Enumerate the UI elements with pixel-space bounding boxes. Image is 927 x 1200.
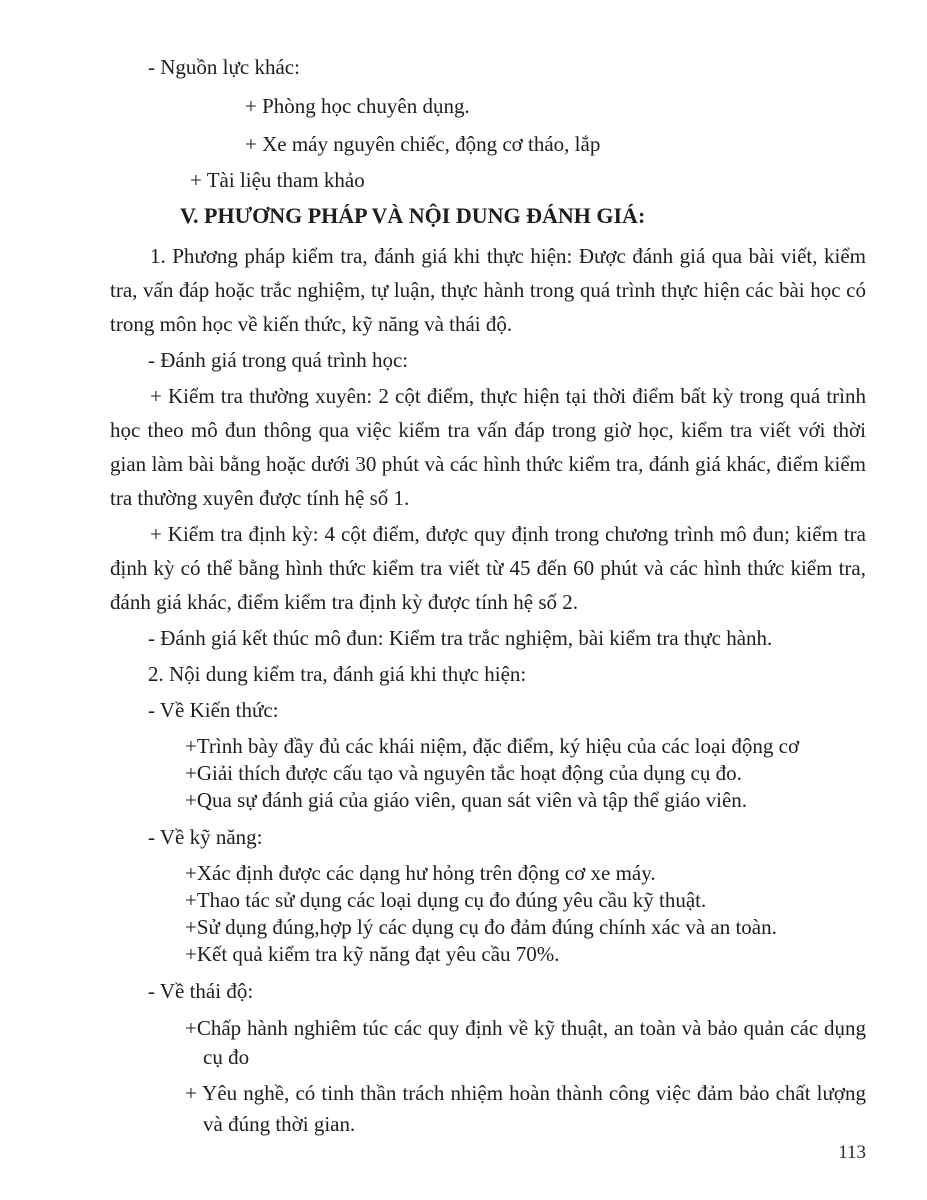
attitude-item: +Chấp hành nghiêm túc các quy định về kỹ thuật, an toàn và bảo quản các dụng cụ đo: [185, 1016, 866, 1069]
resource-item-motorbike: + Xe máy nguyên chiếc, động cơ tháo, lắp: [245, 132, 601, 156]
periodic-check-paragraph: + Kiểm tra định kỳ: 4 cột điểm, được quy định trong chương trình mô đun; kiểm tra định kỳ có thể bằng hình thức kiểm tra viết từ 45 đến 60 phút và các hình thức kiểm tra, đánh giá khác, điểm kiểm tra định kỳ được tính hệ số 2.: [110, 522, 866, 614]
resources-other-header: - Nguồn lực khác:: [148, 55, 300, 79]
attitude-item: + Yêu nghề, có tinh thần trách nhiệm hoàn thành công việc đảm bảo chất lượng và đúng thời gian.: [185, 1081, 866, 1136]
skills-item: +Thao tác sử dụng các loại dụng cụ đo đúng yêu cầu kỹ thuật.: [185, 888, 707, 912]
skills-item: +Kết quả kiểm tra kỹ năng đạt yêu cầu 70%.: [185, 942, 560, 966]
regular-check-paragraph: + Kiểm tra thường xuyên: 2 cột điểm, thực hiện tại thời điểm bất kỳ trong quá trình học theo mô đun thông qua việc kiểm tra vấn đáp trong giờ học, kiểm tra viết với thời gian làm bài bằng hoặc dưới 30 phút và các hình thức kiểm tra, đánh giá khác, điểm kiểm tra thường xuyên được tính hệ số 1.: [110, 384, 866, 510]
in-process-evaluation-header: - Đánh giá trong quá trình học:: [148, 348, 409, 372]
final-evaluation-line: - Đánh giá kết thúc mô đun: Kiểm tra trắc nghiệm, bài kiểm tra thực hành.: [148, 626, 773, 650]
resource-item-references: + Tài liệu tham khảo: [190, 168, 365, 192]
method-intro-paragraph: 1. Phương pháp kiểm tra, đánh giá khi thực hiện: Được đánh giá qua bài viết, kiểm tra, vấn đáp hoặc trắc nghiệm, tự luận, thực hành trong quá trình thực hiện các bài học có trong môn học về kiến thức, kỹ năng và thái độ.: [110, 244, 866, 336]
content-section-header: 2. Nội dung kiểm tra, đánh giá khi thực hiện:: [148, 662, 527, 686]
skills-item: +Sử dụng đúng,hợp lý các dụng cụ đo đảm đúng chính xác và an toàn.: [185, 915, 777, 939]
skills-item: +Xác định được các dạng hư hỏng trên động cơ xe máy.: [185, 861, 656, 885]
resource-item-classroom: + Phòng học chuyên dụng.: [245, 94, 470, 118]
knowledge-item: +Qua sự đánh giá của giáo viên, quan sát viên và tập thể giáo viên.: [185, 788, 748, 812]
attitude-header: - Về thái độ:: [148, 979, 254, 1003]
knowledge-item: +Trình bày đầy đủ các khái niệm, đặc điểm, ký hiệu của các loại động cơ: [185, 734, 800, 758]
section-v-heading: V. PHƯƠNG PHÁP VÀ NỘI DUNG ĐÁNH GIÁ:: [180, 203, 646, 228]
knowledge-item: +Giải thích được cấu tạo và nguyên tắc hoạt động của dụng cụ đo.: [185, 761, 742, 785]
page-number: 113: [838, 1142, 866, 1163]
knowledge-header: - Về Kiến thức:: [148, 698, 279, 722]
skills-header: - Về kỹ năng:: [148, 825, 263, 849]
